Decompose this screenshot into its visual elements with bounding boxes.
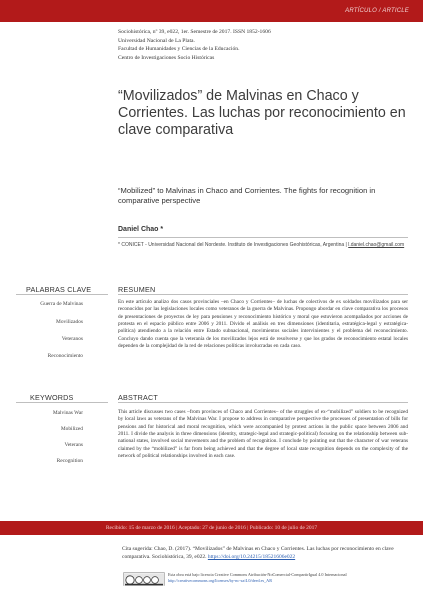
citation-text: Cita sugerida: Chao, D. (2017). “Movilizados” de Malvinas en Chaco y Corrientes. Las luchas por reconocimiento en clave comparativa. Sociohistórica, 39, e022. [122, 546, 394, 560]
keyword-item: Veterans [64, 442, 83, 448]
author-affiliation [118, 242, 408, 249]
resumen-divider [118, 294, 408, 295]
keyword-item: Malvinas War [52, 410, 83, 416]
cc-license-icon[interactable] [123, 572, 165, 586]
license-statement: Esta obra está bajo licencia Creative Commons Atribución-NoComercial-CompartirIgual 4.0 Internacional [168, 572, 347, 577]
affiliation-text: * CONICET - Universidad Nacional del Nordeste. Instituto de Investigaciones Geohistóricas, Argentina | [118, 242, 347, 248]
doi-link[interactable]: https://doi.org/10.24215/18521606e022 [207, 554, 296, 560]
palabras-clave-heading: PALABRAS CLAVE [26, 285, 92, 294]
keyword-item: Recognition [56, 458, 83, 464]
abstract-divider [118, 402, 408, 403]
author-divider [118, 237, 408, 238]
author-email[interactable]: l.daniel.chao@gmail.com [348, 242, 405, 248]
license-text [168, 572, 408, 584]
keyword-item: Guerra de Malvinas [40, 301, 83, 307]
author-name: Daniel Chao * [118, 226, 164, 233]
journal-line: Centro de Investigaciones Socio Históricas [118, 54, 215, 61]
keyword-item: Mobilized [60, 426, 83, 432]
suggested-citation [122, 545, 410, 561]
keyword-item: Veteranos [61, 336, 83, 342]
section-tag: ARTÍCULO / ARTICLE [345, 8, 409, 14]
cc-by-nc-sa-icon [124, 574, 164, 586]
publication-dates: Recibido: 15 de marzo de 2016 | Aceptado: 27 de junio de 2016 | Publicado: 10 de julio de 2017 [105, 525, 318, 531]
journal-line: Universidad Nacional de La Plata. [118, 37, 195, 44]
keyword-item: Reconocimiento [47, 353, 83, 359]
journal-info [118, 28, 271, 62]
journal-line: Sociohistórica, nº 39, e022, 1er. Semestre de 2017. ISSN 1852-1606 [118, 29, 271, 35]
keyword-item: Movilizados [56, 319, 83, 325]
article-title: “Movilizados” de Malvinas en Chaco y Corrientes. Las luchas por reconocimiento en clave comparativa [118, 88, 406, 139]
keywords-divider [16, 294, 108, 295]
resumen-text: En este artículo analizo dos casos provinciales –en Chaco y Corrientes– de luchas de colectivos de ex soldados movilizados para ser reconocidos por las legislaciones locales como veteranos de la guerra de Malvinas. Propongo abordar en clave comparativa los procesos de presentaciones de proyectos de ley para pensiones y reconocimiento histórico y moral que estuvieron acompañados por acciones de protesta en el espacio público entre 2006 y 2011. Divido el análisis en tres dimensiones (identitaria, estratégica-legal y estratégica-política) atendiendo a la relación entre Estado subnacional, movimientos sociales intervinientes y el problema del reconocimiento. Concluyo dando cuenta que la veteranía de los movilizados lejos está de resolverse y que los grados de reconocimiento estatal locales dependen de la complejidad de la red de relaciones políticas involucradas en cada caso. [118, 299, 408, 350]
keywords-heading: KEYWORDS [30, 393, 74, 402]
resumen-heading: RESUMEN [118, 285, 156, 294]
abstract-text: This article discusses two cases –from provinces of Chaco and Corrientes– of the struggles of ex-“mobilized” soldiers to be recognized by local laws as veterans of the Malvinas War. I propose to address in comparative perspective the processes of presentation of bills for pensions and for historical and moral recognition, which were accompanied by protest actions in the public space between 2006 and 2011. I divide the analysis in three dimensions (identity, strategic-legal and strategic-political) focusing on the relationship between sub-national states, involved social movements and the problem of recognition. I conclude by pointing out that the character of war veterans claimed by the “mobilized” is far from being achieved and that the degree of local state recognition depends on the complexity of the network of political relationships involved in each case. [118, 409, 408, 460]
license-link[interactable]: http://creativecommons.org/licenses/by-nc-sa/4.0/deed.es_AR [168, 578, 273, 583]
article-subtitle: “Mobilized” to Malvinas in Chaco and Corrientes. The fights for recognition in comparative perspective [118, 186, 376, 206]
keywords-en-divider [16, 402, 108, 403]
abstract-heading: ABSTRACT [118, 393, 158, 402]
journal-line: Facultad de Humanidades y Ciencias de la Educación. [118, 46, 240, 53]
